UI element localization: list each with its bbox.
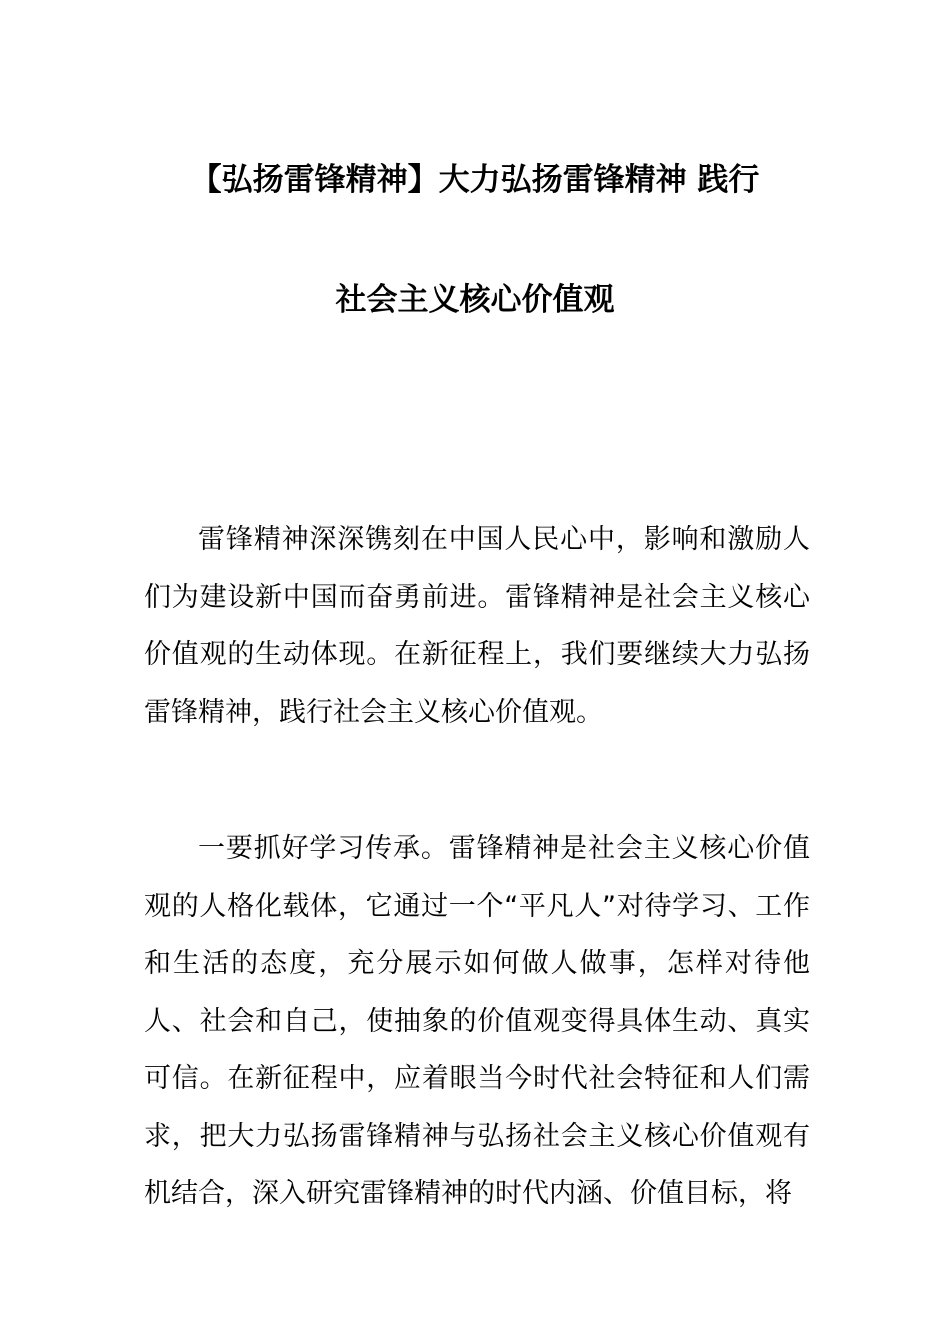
paragraph-intro: 雷锋精神深深镌刻在中国人民心中，影响和激励人们为建设新中国而奋勇前进。雷锋精神是社会主义核心价值观的生动体现。在新征程上，我们要继续大力弘扬雷锋精神，践行社会主义核心价值观。	[144, 524, 810, 728]
document-title-line-1: 【弘扬雷锋精神】大力弘扬雷锋精神 践行	[190, 162, 760, 198]
document-title-line-2: 社会主义核心价值观	[335, 282, 615, 318]
paragraph-study-inheritance: 一要抓好学习传承。雷锋精神是社会主义核心价值观的人格化载体，它通过一个“平凡人”对待学习、工作和生活的态度，充分展示如何做人做事，怎样对待他人、社会和自己，使抽象的价值观变得具体生动、真实可信。在新征程中，应着眼当今时代社会特征和人们需求，把大力弘扬雷锋精神与弘扬社会主义核心价值观有机结合，深入研究雷锋精神的时代内涵、价值目标，将	[144, 833, 810, 1209]
